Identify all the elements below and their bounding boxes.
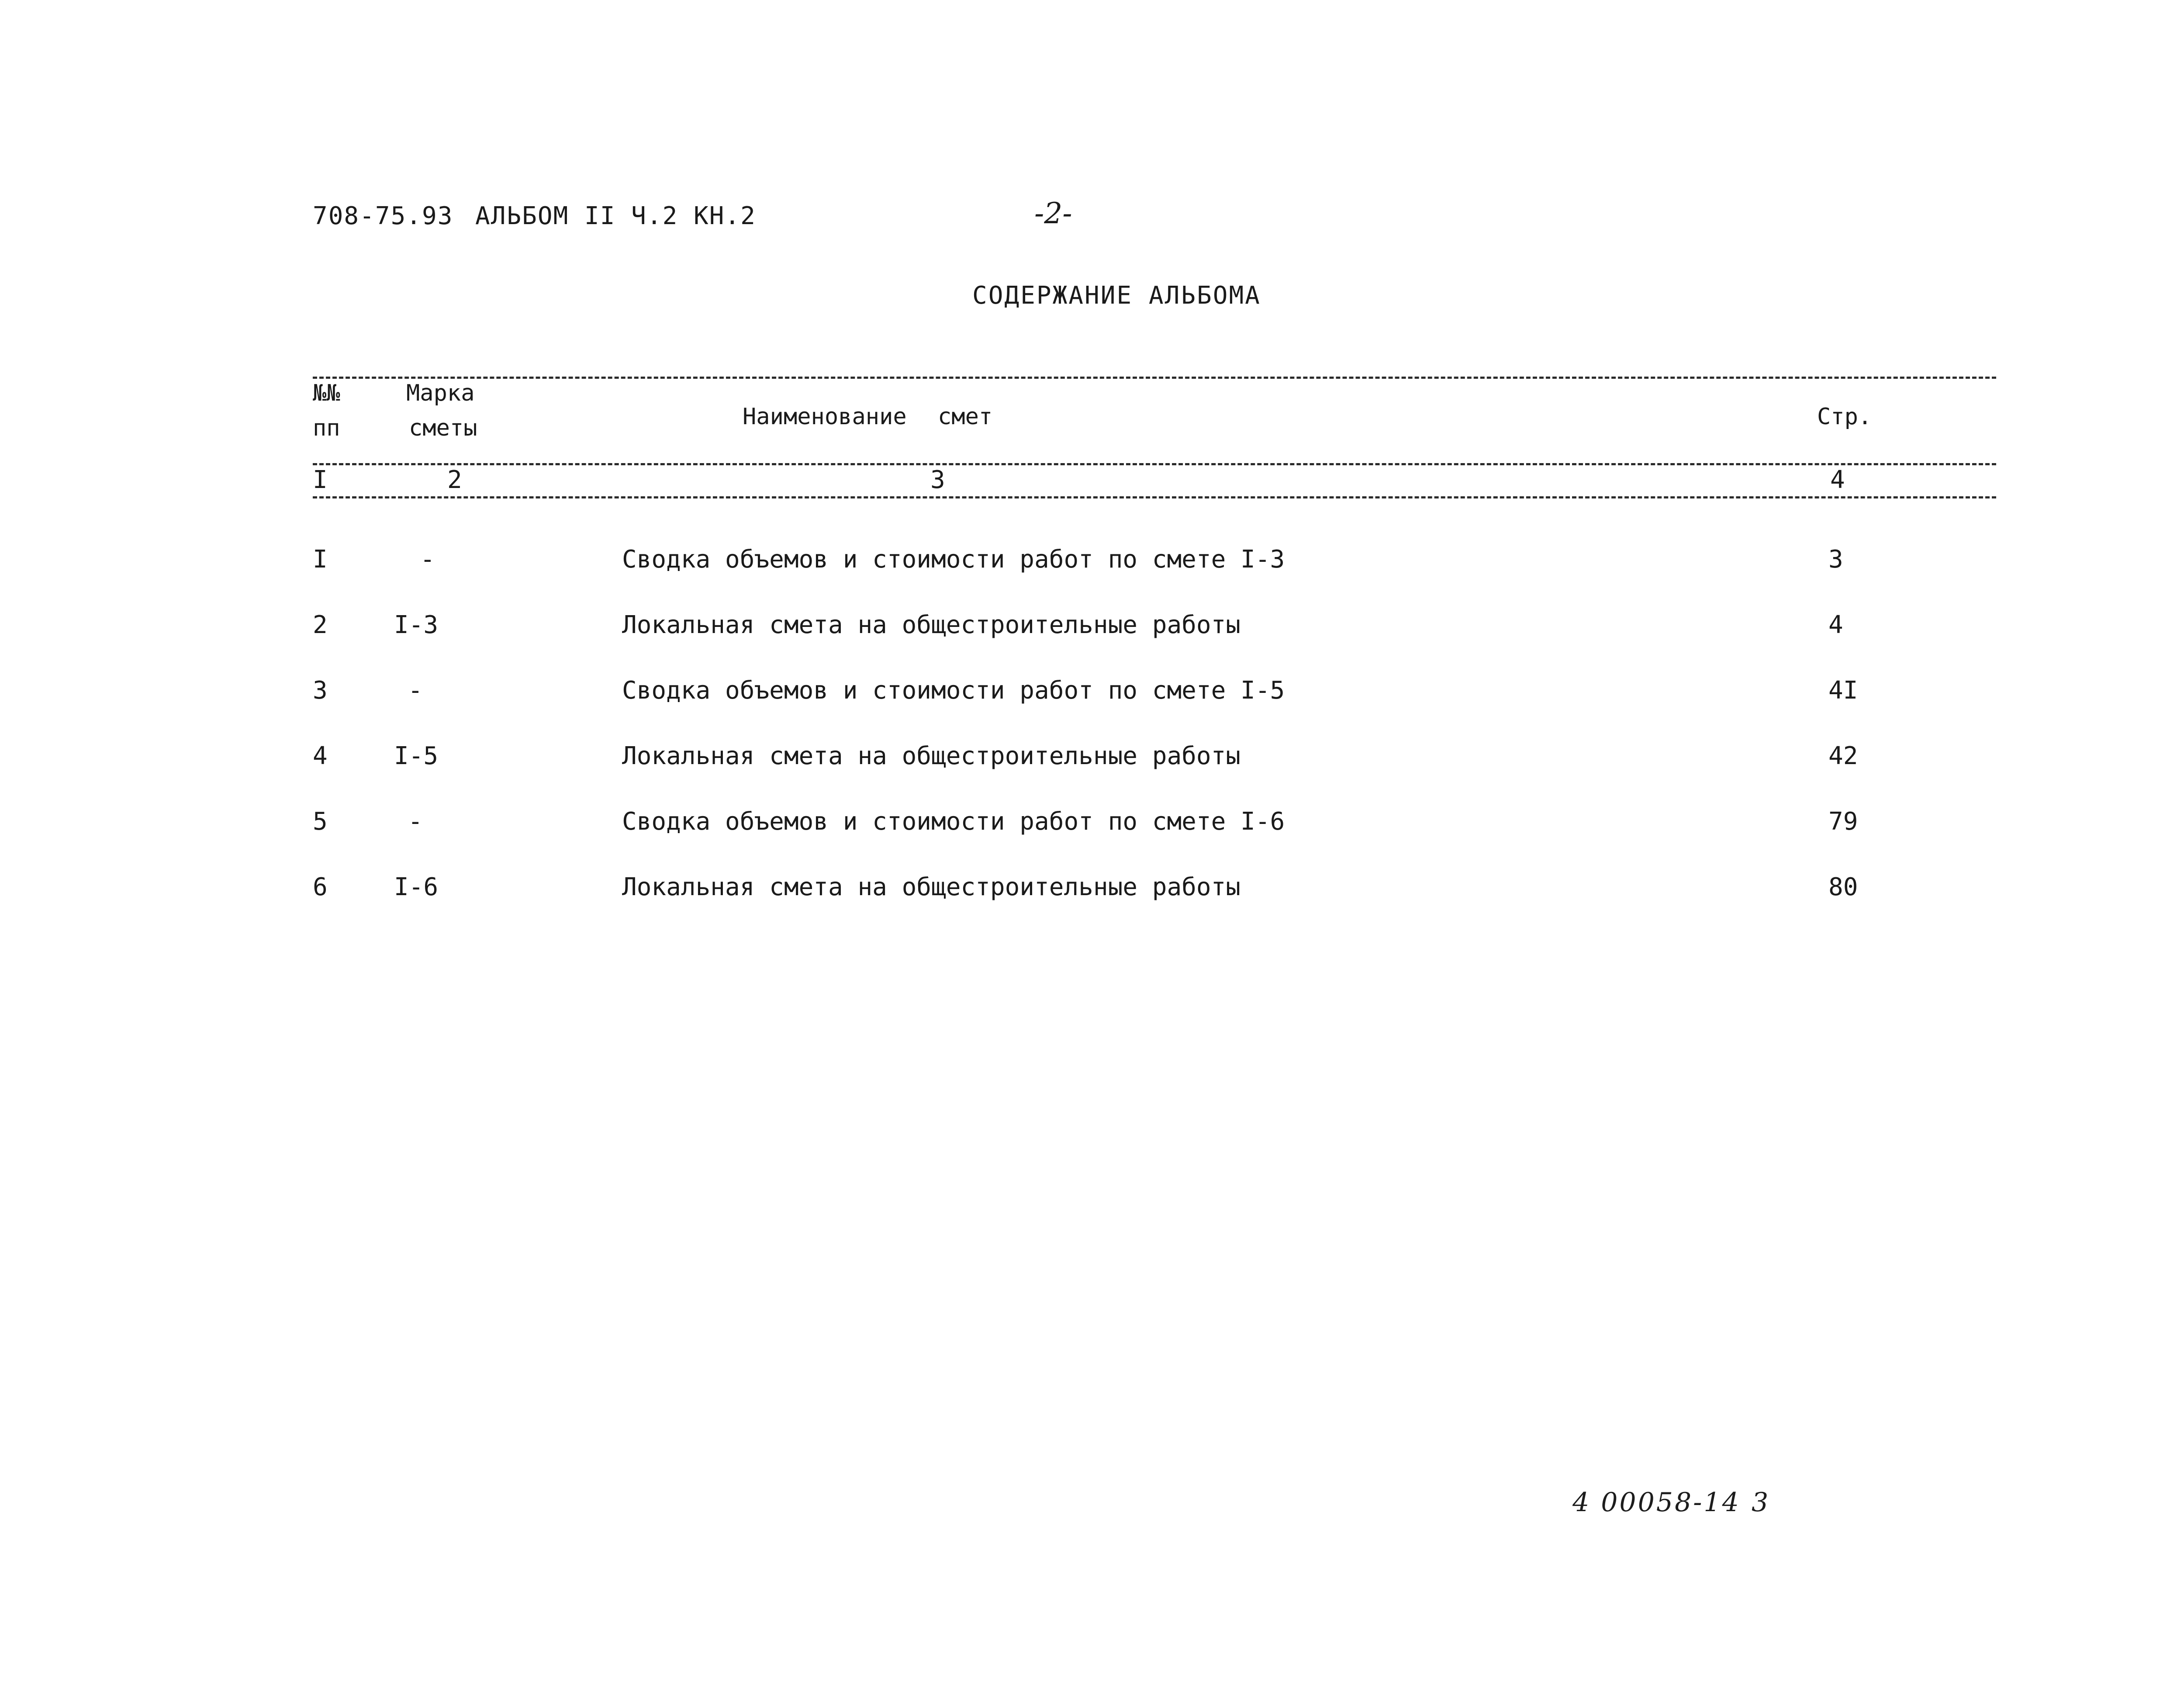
column-number-4: 4 [1830, 466, 1845, 494]
row-mark: - [420, 545, 435, 574]
row-number: 2 [313, 611, 328, 639]
row-number: 4 [313, 742, 328, 770]
row-page: 42 [1828, 742, 1858, 770]
table-top-rule [313, 377, 1996, 379]
row-mark: I-5 [394, 742, 439, 770]
col-num-header-line1: №№ [313, 380, 340, 406]
row-name: Сводка объемов и стоимости работ по смете I-6 [622, 807, 1285, 836]
row-name: Сводка объемов и стоимости работ по смете I-3 [622, 545, 1285, 574]
document-code: 708-75.93 [313, 202, 453, 230]
row-number: 5 [313, 807, 328, 836]
row-page: 4 [1828, 611, 1843, 639]
col-page-header: Стр. [1817, 404, 1872, 430]
row-name: Сводка объемов и стоимости работ по смете I-5 [622, 676, 1285, 705]
row-name: Локальная смета на общестроительные работы [622, 611, 1241, 639]
row-number: 3 [313, 676, 328, 705]
row-mark: I-3 [394, 611, 439, 639]
header-divider-rule [313, 463, 1996, 465]
row-number: I [313, 545, 328, 574]
column-number-2: 2 [447, 466, 462, 494]
table-header-bottom-rule [313, 496, 1996, 498]
col-num-header-line2: пп [313, 415, 340, 441]
page-title: СОДЕРЖАНИЕ АЛЬБОМА [972, 281, 1261, 310]
col-mark-header-line1: Марка [406, 380, 475, 406]
row-mark: I-6 [394, 873, 439, 901]
page-number: -2- [1034, 197, 1072, 230]
row-number: 6 [313, 873, 328, 901]
row-page: 3 [1828, 545, 1843, 574]
column-number-3: 3 [930, 466, 945, 494]
album-label: АЛЬБОМ II Ч.2 КН.2 [475, 202, 756, 230]
sheet-number: 3 [1752, 1487, 1770, 1518]
row-page: 4I [1828, 676, 1858, 705]
row-mark: - [408, 676, 423, 705]
row-name: Локальная смета на общестроительные работы [622, 873, 1241, 901]
row-mark: - [408, 807, 423, 836]
col-name-header: Наименование смет [743, 404, 993, 430]
column-number-1: I [313, 466, 328, 494]
row-page: 79 [1828, 807, 1858, 836]
col-mark-header-line2: сметы [409, 415, 477, 441]
inventory-number: 4 00058-14 [1572, 1487, 1741, 1518]
row-name: Локальная смета на общестроительные работы [622, 742, 1241, 770]
row-page: 80 [1828, 873, 1858, 901]
